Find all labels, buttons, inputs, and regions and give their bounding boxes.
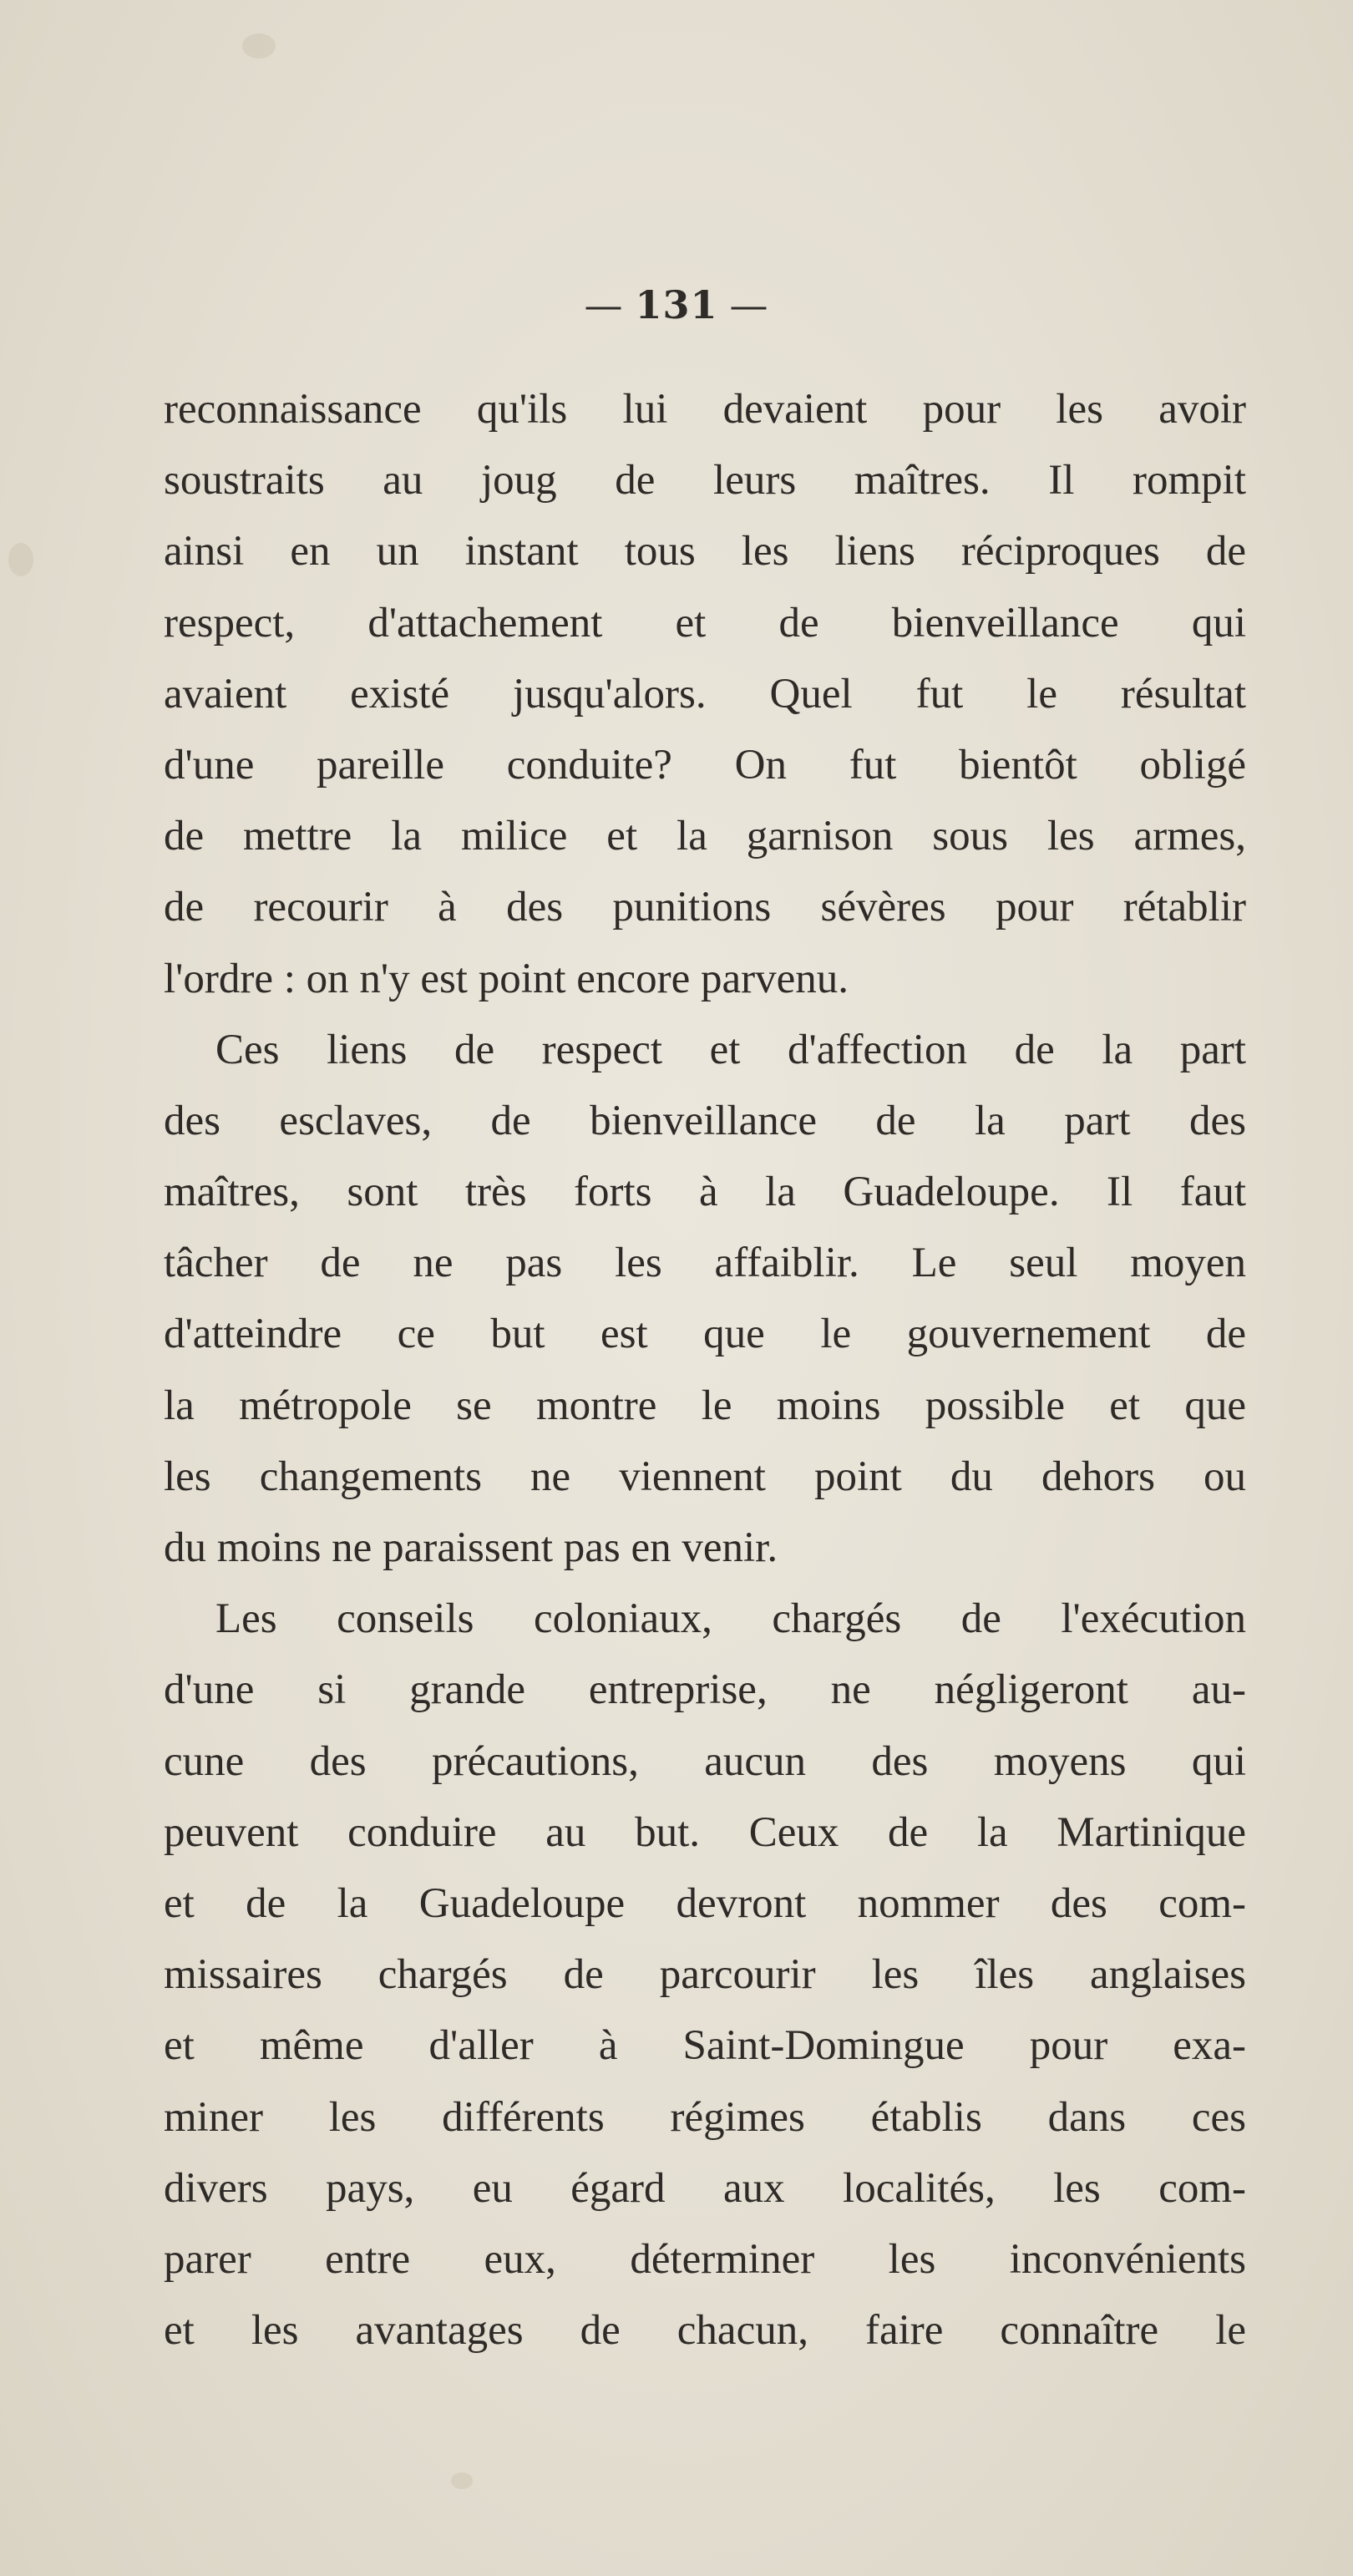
text-line: et même d'aller à Saint-Domingue pour exa- [164,2022,1246,2070]
text-line: miner les différents régimes établis dans ces [164,2093,1246,2141]
text-line: reconnaissance qu'ils lui devaient pour les avoir [164,386,1246,433]
text-line: Ces liens de respect et d'affection de la part [215,1026,1246,1073]
body-text [164,374,1246,2366]
page-number-dash-left: — [584,282,624,327]
text-line: peuvent conduire au but. Ceux de la Martinique [164,1808,1246,1856]
page-number-dash-right: — [729,282,769,327]
page-number: 131 [635,282,718,327]
text-line: tâcher de ne pas les affaiblir. Le seul moyen [164,1240,1246,1287]
text-line: et de la Guadeloupe devront nommer des com- [164,1879,1246,1927]
text-line: parer entre eux, déterminer les inconvénients [164,2235,1246,2283]
text-line: l'ordre : on n'y est point encore parvenu. [164,955,849,1002]
text-line: du moins ne paraissent pas en venir. [164,1524,778,1571]
paragraph [164,1584,1246,2366]
text-line: missaires chargés de parcourir les îles anglaises [164,1951,1246,1999]
text-line: des esclaves, de bienveillance de la part des [164,1097,1246,1144]
text-line: respect, d'attachement et de bienveillance qui [164,599,1246,647]
paragraph [164,1015,1246,1585]
text-line: d'une pareille conduite? On fut bientôt obligé [164,741,1246,789]
text-line: la métropole se montre le moins possible et que [164,1382,1246,1429]
text-line: cune des précautions, aucun des moyens qui [164,1737,1246,1785]
page-number-header [0,282,1353,327]
text-line: de mettre la milice et la garnison sous les armes, [164,813,1246,860]
text-line: et les avantages de chacun, faire connaître le [164,2307,1246,2355]
text-line: maîtres, sont très forts à la Guadeloupe. Il faut [164,1169,1246,1216]
paper-stain [451,2472,473,2489]
text-line: d'une si grande entreprise, ne négligeront au- [164,1666,1246,1714]
paragraph [164,374,1246,1015]
paper-stain [242,33,276,58]
text-line: d'atteindre ce but est que le gouvernement de [164,1311,1246,1358]
text-line: avaient existé jusqu'alors. Quel fut le résultat [164,670,1246,718]
text-line: Les conseils coloniaux, chargés de l'exécution [215,1595,1246,1643]
text-line: de recourir à des punitions sévères pour rétablir [164,884,1246,931]
text-line: ainsi en un instant tous les liens réciproques de [164,528,1246,576]
text-line: soustraits au joug de leurs maîtres. Il rompit [164,457,1246,505]
paper-stain [8,543,33,576]
text-line: les changements ne viennent point du dehors ou [164,1453,1246,1500]
text-line: divers pays, eu égard aux localités, les com- [164,2164,1246,2212]
